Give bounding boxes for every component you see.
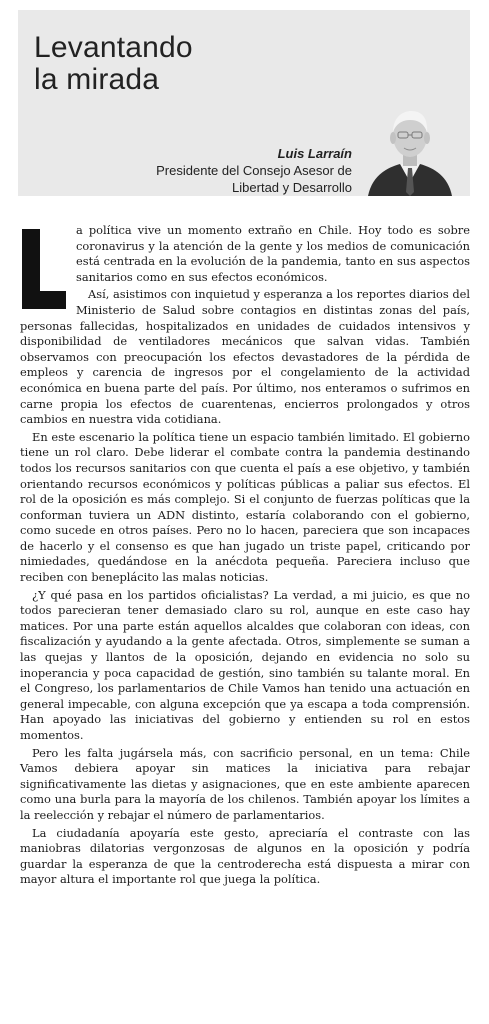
byline: [156, 146, 352, 196]
article-paragraph-6: La ciudadanía apoyaría este gesto, apreciaría el contraste con las maniobras dilatorias vergonzosas de algunos en la oposición y podría guardar la esperanza de que la centroderecha está dispuesta a mirar con mayor altura el importante rol que juega la política.: [20, 825, 470, 887]
column-title: [34, 32, 334, 96]
title-line-2: la mirada: [34, 63, 160, 96]
author-role-line-1: Presidente del Consejo Asesor de: [156, 163, 352, 178]
author-name: Luis Larraín: [277, 146, 352, 161]
author-role-line-2: Libertad y Desarrollo: [232, 180, 352, 195]
article-paragraph-1: a política vive un momento extraño en Chile. Hoy todo es sobre coronavirus y la atención de la gente y los medios de comunicación está centrada en la evolución de la pandemia, tanto en sus aspectos sanitarios como en sus efectos económicos.: [76, 223, 470, 284]
portrait-illustration: [364, 102, 456, 196]
article-paragraph-2: Así, asistimos con inquietud y esperanza a los reportes diarios del Ministerio de Salud sobre contagios en distintas zonas del país, personas fallecidas, hospitalizados en unidades de cuidados intensivos y disponibilidad de ventiladores mecánicos que salvan vidas. También observamos con preocupación los efectos devastadores de la pérdida de empleos y carencia de ingresos por el congelamiento de la actividad económica en buena parte del país. Por último, nos enteramos o sufrimos en carne propia los efectos de cuarentenas, encierros prolongados y otros cambios en nuestra vida cotidiana.: [20, 287, 470, 427]
author-role: [156, 162, 352, 196]
article-paragraph-4: ¿Y qué pasa en los partidos oficialistas? La verdad, a mi juicio, es que no todos parecieran tener demasiado claro su rol, aunque en este caso hay matices. Por una parte están aquellos alcaldes que colaboran con ideas, con fiscalización y ayudando a la gente afectada. Otros, simplemente se suman a las quejas y llantos de la oposición, dejando en evidencia no solo su inoperancia y poca capacidad de gestión, sino también su talante moral. En el Congreso, los parlamentarios de Chile Vamos han tenido una actuación en general impecable, con alguna excepción que ya escapa a toda comprensión. Han apoyado las iniciativas del gobierno y entienden su rol en estos momentos.: [20, 587, 470, 742]
article-body: [20, 223, 470, 890]
article-paragraph-3: En este escenario la política tiene un espacio también limitado. El gobierno tiene un rol claro. Debe liderar el combate contra la pandemia destinando todos los recursos sanitarios con que cuenta el país a ese objetivo, y también orientando recursos económicos y políticas públicas a paliar sus efectos. El rol de la oposición es más complejo. Si el conjunto de fuerzas políticas que la conforman tuviera un ADN distinto, estaría colaborando con el gobierno, como sucede en otros países. Pero no lo hacen, pareciera que son incapaces de hacerlo y el consenso es que han jugado un triste papel, criticando por nimiedades, quedándose en la anécdota pequeña. Pareciera incluso que reciben con beneplácito las malas noticias.: [20, 429, 470, 585]
title-line-1: Levantando: [34, 31, 193, 64]
column-header: [18, 10, 470, 196]
article-paragraph-5: Pero les falta jugársela más, con sacrificio personal, en un tema: Chile Vamos debiera apoyar sin matices la iniciativa para rebajar significativamente las dietas y asignaciones, que en este ambiente aparecen como una burla para la mayoría de los chilenos. También apoyar los límites a la reelección y rebajar el número de parlamentarios.: [20, 745, 470, 822]
author-portrait: [364, 102, 456, 196]
dropcap-letter: [22, 229, 66, 309]
